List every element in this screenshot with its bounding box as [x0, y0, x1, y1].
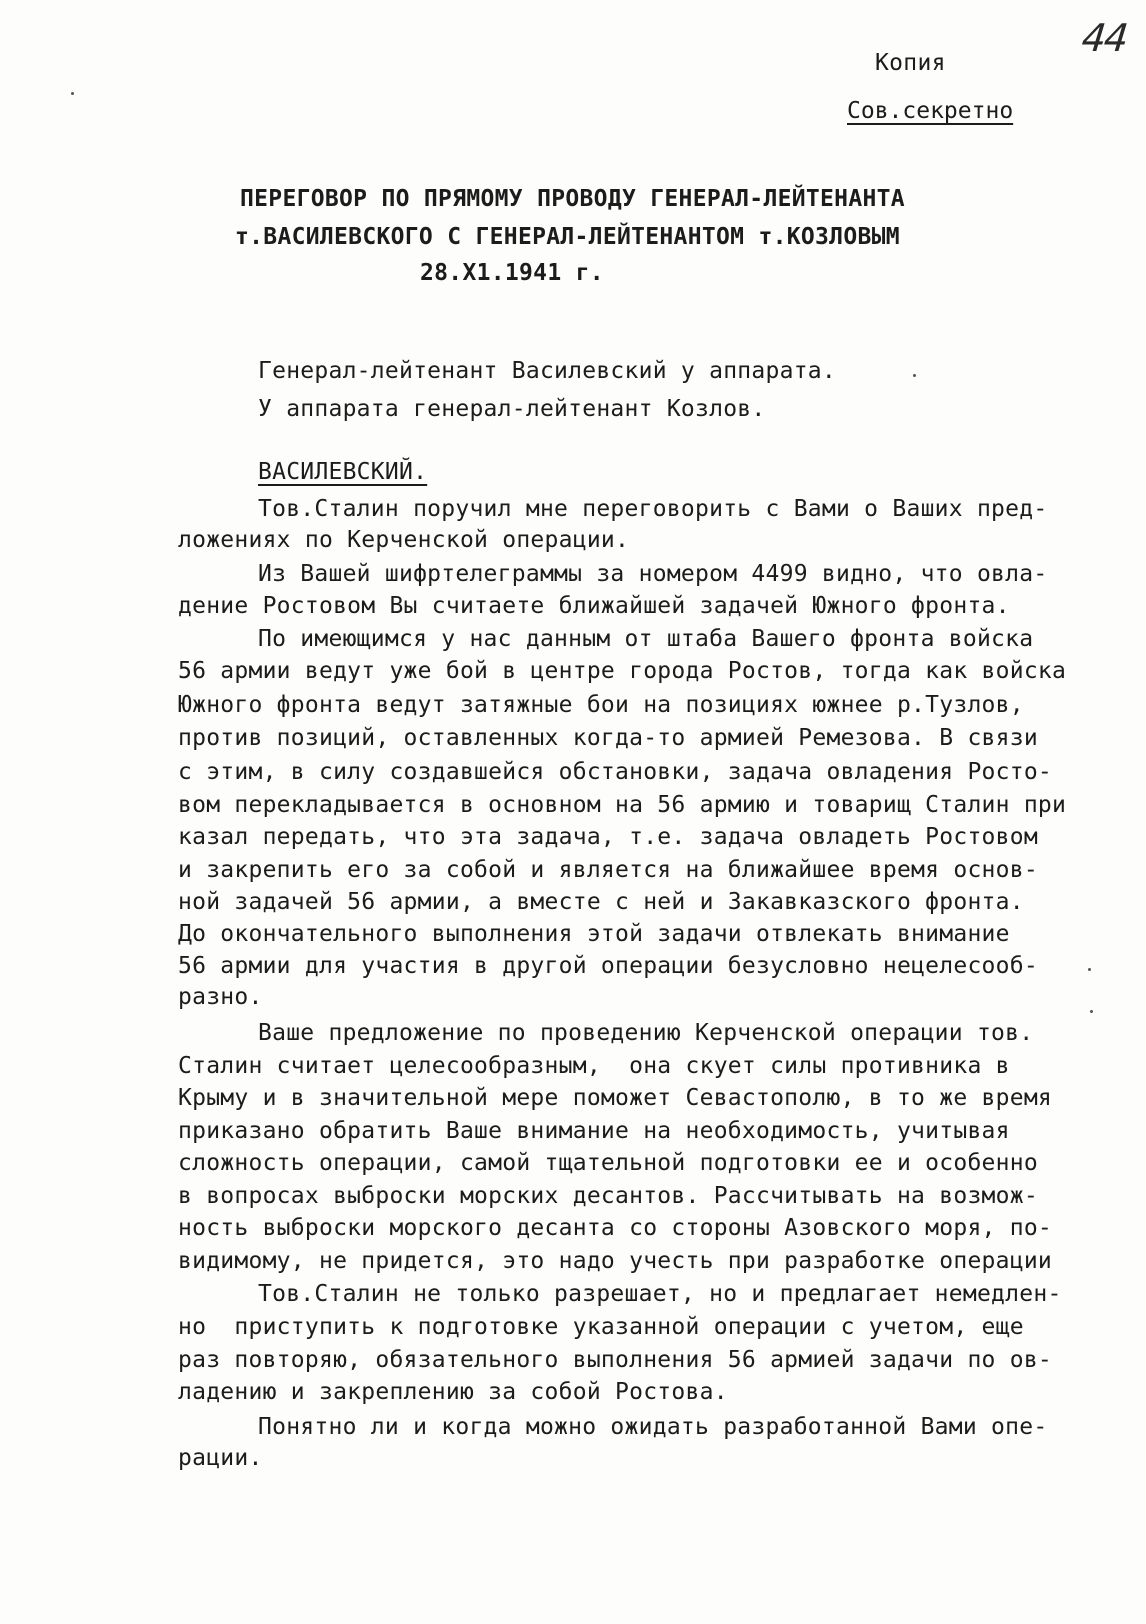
intro-line-2: У аппарата генерал-лейтенант Козлов.: [258, 396, 766, 422]
body-line: Тов.Сталин поручил мне переговорить с Вами о Ваших пред-: [258, 496, 1048, 522]
handwritten-page-number: 44: [1079, 16, 1129, 60]
body-line: приказано обратить Ваше внимание на необходимость, учитывая: [178, 1118, 1010, 1144]
body-line: ложениях по Керченской операции.: [178, 527, 630, 553]
paper-speck: [913, 374, 916, 377]
title-date: 28.Х1.1941 г.: [420, 260, 604, 286]
body-line: раз повторяю, обязательного выполнения 56 армией задачи по ов-: [178, 1347, 1053, 1373]
body-line: вом перекладывается в основном на 56 армию и товарищ Сталин при: [178, 792, 1067, 818]
body-line: видимому, не придется, это надо учесть при разработке операции: [178, 1248, 1053, 1274]
body-line: Тов.Сталин не только разрешает, но и предлагает немедлен-: [258, 1281, 1062, 1307]
body-line: казал передать, что эта задача, т.е. задача овладеть Ростовом: [178, 824, 1038, 850]
body-line: До окончательного выполнения этой задачи отвлекать внимание: [178, 921, 1010, 947]
body-line: Ваше предложение по проведению Керченской операции тов.: [258, 1020, 1034, 1046]
body-line: 56 армии для участия в другой операции безусловно нецелесооб-: [178, 953, 1038, 979]
body-line: в вопросах выброски морских десантов. Рассчитывать на возмож-: [178, 1183, 1038, 1209]
body-line: ность выброски морского десанта со стороны Азовского моря, по-: [178, 1215, 1053, 1241]
title-line-1: ПЕРЕГОВОР ПО ПРЯМОМУ ПРОВОДУ ГЕНЕРАЛ-ЛЕЙТЕНАНТА: [240, 186, 905, 212]
body-line: сложность операции, самой тщательной подготовки ее и особенно: [178, 1150, 1038, 1176]
paper-speck: [1090, 1010, 1093, 1013]
body-line: и закрепить его за собой и является на ближайшее время основ-: [178, 857, 1038, 883]
body-line: Южного фронта ведут затяжные бои на позициях южнее р.Тузлов,: [178, 692, 1024, 718]
body-line: с этим, в силу создавшейся обстановки, задача овладения Росто-: [178, 759, 1053, 785]
body-line: Крыму и в значительной мере поможет Севастополю, в то же время: [178, 1085, 1053, 1111]
body-line: ной задачей 56 армии, а вместе с ней и Закавказского фронта.: [178, 889, 1024, 915]
body-line: 56 армии ведут уже бой в центре города Ростов, тогда как войска: [178, 658, 1067, 684]
body-line: против позиций, оставленных когда-то армией Ремезова. В связи: [178, 725, 1038, 751]
intro-line-1: Генерал-лейтенант Василевский у аппарата.: [258, 358, 836, 384]
body-line: По имеющимся у нас данным от штаба Вашего фронта войска: [258, 626, 1034, 652]
paper-speck: [71, 92, 74, 95]
copy-mark: Копия: [875, 50, 946, 76]
body-line: разно.: [178, 984, 263, 1010]
body-line: Понятно ли и когда можно ожидать разработанной Вами опе-: [258, 1414, 1048, 1440]
body-line: но приступить к подготовке указанной операции с учетом, еще: [178, 1314, 1024, 1340]
body-line: Сталин считает целесообразным, она скует силы противника в: [178, 1053, 1010, 1079]
paper-speck: [1088, 968, 1091, 971]
title-line-2: т.ВАСИЛЕВСКОГО С ГЕНЕРАЛ-ЛЕЙТЕНАНТОМ т.КОЗЛОВЫМ: [235, 224, 900, 250]
body-line: Из Вашей шифртелеграммы за номером 4499 видно, что овла-: [258, 561, 1048, 587]
body-line: рации.: [178, 1445, 263, 1471]
body-line: дение Ростовом Вы считаете ближайшей задачей Южного фронта.: [178, 593, 1010, 619]
speaker-heading: ВАСИЛЕВСКИЙ.: [258, 459, 428, 485]
classification-mark: Сов.секретно: [847, 98, 1014, 124]
body-line: ладению и закреплению за собой Ростова.: [178, 1379, 728, 1405]
